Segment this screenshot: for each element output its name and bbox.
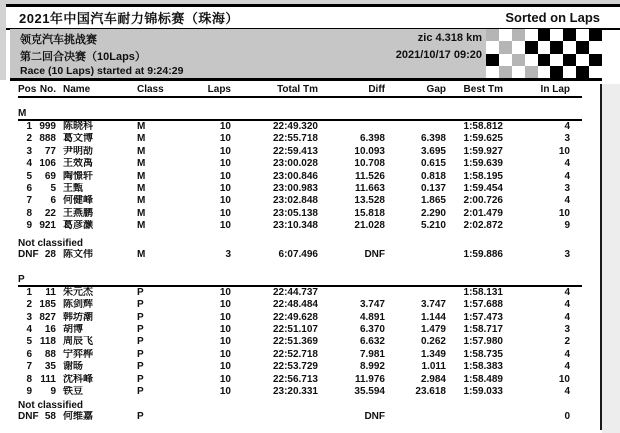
cell-best-tm: 1:58.717: [463, 324, 503, 336]
result-row: [18, 349, 582, 361]
cell-diff: 15.818: [354, 207, 385, 219]
cell-diff: 13.528: [354, 195, 385, 207]
column-header-class: Class: [137, 84, 164, 95]
cell-name: 胡博: [63, 324, 83, 336]
flag-cell: [576, 54, 589, 66]
cell-class: P: [137, 386, 144, 398]
cell-laps: 10: [219, 207, 231, 219]
cell-best-tm: 1:58.383: [463, 361, 503, 373]
cell-gap: 1.349: [420, 348, 446, 360]
result-row: [18, 158, 582, 170]
not-classified-label: Not classified: [18, 400, 84, 412]
cell-gap: 0.818: [420, 170, 446, 182]
flag-cell: [499, 54, 512, 66]
cell-no: 118: [39, 336, 56, 348]
cell-total-tm: 23:20.331: [272, 386, 318, 398]
flag-cell: [550, 41, 563, 53]
cell-total-tm: 23:05.138: [272, 207, 318, 219]
cell-diff: 8.992: [359, 361, 385, 373]
cell-pos: 7: [26, 361, 32, 373]
result-row: [18, 121, 582, 133]
cell-total-tm: 22:52.718: [272, 348, 318, 360]
cell-class: M: [137, 145, 146, 157]
cell-name: 陈剑辉: [63, 299, 93, 311]
cell-in-lap: 0: [564, 411, 570, 423]
cell-in-lap: 4: [564, 158, 570, 170]
cell-in-lap: 4: [564, 361, 570, 373]
cell-in-lap: 3: [564, 133, 570, 145]
cell-total-tm: 23:00.028: [272, 158, 318, 170]
not-classified-label: Not classified: [18, 237, 84, 249]
flag-cell: [538, 29, 551, 41]
cell-pos: 4: [26, 324, 32, 336]
cell-gap: 3.747: [420, 299, 446, 311]
cell-total-tm: 23:00.846: [272, 170, 318, 182]
cell-no: 58: [44, 411, 56, 423]
cell-diff: [318, 121, 385, 133]
cell-pos: 4: [26, 158, 32, 170]
cell-total-tm: 23:10.348: [272, 220, 318, 232]
column-header-gap: Gap: [426, 84, 446, 95]
result-row: [18, 133, 582, 145]
flag-cell: [512, 29, 525, 41]
cell-pos: 2: [26, 299, 32, 311]
flag-cell: [563, 66, 576, 78]
result-row: [18, 171, 582, 183]
cell-best-tm: 1:58.489: [463, 373, 503, 385]
cell-in-lap: 4: [564, 286, 570, 298]
cell-best-tm: 1:59.625: [463, 133, 503, 145]
cell-class: M: [137, 220, 146, 232]
cell-in-lap: 10: [558, 145, 570, 157]
session-info-band: [10, 29, 602, 81]
cell-no: 6: [50, 195, 56, 207]
column-header-diff: Diff: [368, 84, 385, 95]
result-row: [18, 299, 582, 311]
cell-class: P: [137, 299, 144, 311]
cell-pos: 3: [26, 311, 32, 323]
cell-in-lap: 2: [564, 336, 570, 348]
cell-no: 827: [39, 311, 56, 323]
cell-name: 王效禹: [63, 158, 93, 170]
cell-no: 185: [39, 299, 56, 311]
cell-laps: 10: [219, 220, 231, 232]
cell-best-tm: 1:59.927: [463, 145, 503, 157]
flag-cell: [525, 29, 538, 41]
cell-laps: 10: [219, 286, 231, 298]
cell-laps: 10: [219, 311, 231, 323]
cell-diff: 10.093: [354, 145, 385, 157]
event-name: 领克汽车挑战赛: [20, 34, 97, 46]
cell-name: 陶憬轩: [63, 170, 93, 182]
cell-best-tm: 2:01.479: [463, 207, 503, 219]
cell-laps: 3: [225, 248, 231, 260]
flag-cell: [486, 54, 499, 66]
cell-no: 888: [39, 133, 56, 145]
cell-laps: 10: [219, 386, 231, 398]
cell-in-lap: 3: [564, 324, 570, 336]
cell-laps: [170, 411, 231, 423]
cell-no: 111: [40, 373, 56, 385]
cell-gap: 1.011: [421, 361, 446, 373]
cell-gap: 0.615: [420, 158, 446, 170]
cell-laps: 10: [219, 170, 231, 182]
cell-in-lap: 4: [564, 348, 570, 360]
cell-no: 16: [44, 324, 56, 336]
cell-gap: 1.144: [420, 311, 446, 323]
cell-gap: [385, 249, 446, 261]
cell-diff: 6.370: [359, 324, 385, 336]
cell-best-tm: 1:57.980: [463, 336, 503, 348]
cell-no: 921: [39, 220, 56, 232]
cell-best-tm: 2:00.726: [463, 195, 503, 207]
cell-no: 88: [44, 348, 56, 360]
cell-class: P: [137, 411, 144, 423]
flag-cell: [512, 66, 525, 78]
cell-total-tm: 22:44.737: [272, 286, 318, 298]
cell-laps: 10: [219, 182, 231, 194]
cell-laps: 10: [219, 361, 231, 373]
cell-total-tm: 22:55.718: [272, 133, 318, 145]
cell-best-tm: 1:57.688: [463, 299, 503, 311]
cell-pos: 6: [26, 348, 32, 360]
class-group-label: M: [18, 108, 582, 121]
cell-class: P: [137, 311, 144, 323]
cell-total-tm: 22:48.484: [272, 299, 318, 311]
cell-pos: 3: [26, 145, 32, 157]
result-row: [18, 208, 582, 220]
cell-in-lap: 3: [564, 182, 570, 194]
cell-total-tm: 22:53.729: [272, 361, 318, 373]
cell-laps: 10: [219, 299, 231, 311]
column-header-no: No.: [39, 84, 56, 95]
flag-cell: [486, 29, 499, 41]
cell-class: M: [137, 133, 146, 145]
cell-best-tm: 1:59.033: [463, 386, 503, 398]
cell-total-tm: 23:00.983: [272, 182, 318, 194]
cell-class: P: [137, 286, 144, 298]
cell-no: 9: [50, 386, 56, 398]
cell-class: M: [137, 248, 146, 260]
cell-laps: 10: [219, 348, 231, 360]
column-header-best-tm: Best Tm: [463, 84, 503, 95]
flag-cell: [525, 66, 538, 78]
cell-name: 何维嘉: [63, 411, 93, 423]
cell-total-tm: 6:07.496: [278, 248, 318, 260]
cell-no: 69: [44, 170, 56, 182]
cell-gap: 1.479: [420, 324, 446, 336]
cell-diff: 7.981: [359, 348, 385, 360]
result-row: [18, 324, 582, 336]
cell-best-tm: 1:59.886: [463, 248, 503, 260]
track-length: zic 4.318 km: [417, 32, 482, 44]
table-header-row: [18, 84, 582, 98]
flag-cell: [576, 66, 589, 78]
result-row: [18, 386, 582, 398]
cell-diff: 11.663: [354, 182, 385, 194]
race-start-info: Race (10 Laps) started at 9:24:29: [20, 65, 184, 77]
cell-in-lap: 4: [564, 195, 570, 207]
flag-cell: [589, 29, 602, 41]
cell-pos: DNF: [18, 248, 39, 260]
flag-cell: [499, 29, 512, 41]
cell-laps: 10: [219, 324, 231, 336]
flag-cell: [486, 66, 499, 78]
cell-name: 尹明劼: [63, 145, 93, 157]
page-title: 2021年中国汽车耐力锦标赛（珠海）: [19, 11, 239, 26]
cell-pos: 2: [26, 133, 32, 145]
cell-gap: 0.262: [420, 336, 446, 348]
column-header-laps: Laps: [207, 84, 231, 95]
cell-name: 葛文博: [63, 133, 93, 145]
cell-in-lap: 4: [564, 170, 570, 182]
result-row: [18, 183, 582, 195]
cell-name: 朱元杰: [63, 286, 93, 298]
cell-class: M: [137, 207, 146, 219]
cell-pos: 8: [26, 373, 32, 385]
cell-name: 陈晓科: [63, 121, 93, 132]
class-group-label: P: [18, 274, 582, 287]
column-header-pos: Pos: [18, 84, 37, 95]
cell-name: 谢旸: [63, 361, 83, 373]
cell-no: 999: [39, 121, 56, 132]
cell-class: P: [137, 348, 144, 360]
cell-gap: 6.398: [420, 133, 446, 145]
cell-total-tm: 22:56.713: [272, 373, 318, 385]
flag-cell: [563, 54, 576, 66]
column-header-name: Name: [63, 84, 91, 95]
flag-cell: [538, 66, 551, 78]
cell-gap: 0.137: [420, 182, 446, 194]
cell-laps: 10: [219, 133, 231, 145]
cell-total-tm: 22:49.628: [272, 311, 318, 323]
cell-pos: 9: [26, 386, 32, 398]
flag-cell: [512, 41, 525, 53]
cell-no: 35: [44, 361, 56, 373]
cell-name: 周辰飞: [63, 336, 93, 348]
cell-gap: 5.210: [420, 220, 446, 232]
cell-laps: 10: [219, 145, 231, 157]
cell-gap: 3.695: [420, 145, 446, 157]
result-row: [18, 146, 582, 158]
result-row: [18, 374, 582, 386]
cell-pos: 7: [26, 195, 32, 207]
flag-cell: [486, 41, 499, 53]
cell-gap: [385, 287, 446, 299]
cell-total-tm: 22:51.369: [272, 336, 318, 348]
cell-laps: 10: [219, 121, 231, 132]
cell-name: 陈文伟: [63, 248, 93, 260]
cell-total-tm: 22:51.107: [272, 324, 318, 336]
result-row: [18, 336, 582, 348]
not-classified-row: [18, 249, 582, 261]
cell-diff: DNF: [364, 248, 385, 260]
cell-no: 22: [44, 207, 56, 219]
result-row: [18, 220, 582, 232]
cell-no: 28: [44, 248, 56, 260]
flag-cell: [538, 41, 551, 53]
cell-class: P: [137, 336, 144, 348]
cell-in-lap: 10: [558, 373, 570, 385]
flag-cell: [563, 41, 576, 53]
cell-pos: 1: [26, 286, 32, 298]
cell-in-lap: 4: [564, 299, 570, 311]
cell-class: M: [137, 195, 146, 207]
cell-diff: 4.891: [359, 311, 385, 323]
result-row: [18, 195, 582, 207]
cell-name: 何健峰: [63, 195, 93, 207]
cell-class: M: [137, 121, 146, 132]
cell-gap: [385, 411, 446, 423]
page-right-border: [600, 84, 602, 430]
cell-diff: 35.594: [354, 386, 385, 398]
cell-diff: 10.708: [354, 158, 385, 170]
cell-class: P: [137, 373, 144, 385]
result-row: [18, 361, 582, 373]
flag-cell: [589, 54, 602, 66]
cell-diff: 6.398: [359, 133, 385, 145]
cell-laps: 10: [219, 158, 231, 170]
flag-cell: [576, 41, 589, 53]
column-header-total-tm: Total Tm: [277, 84, 318, 95]
flag-cell: [525, 41, 538, 53]
results-table: [18, 84, 582, 424]
cell-best-tm: 1:59.454: [463, 182, 503, 194]
cell-no: 5: [50, 182, 56, 194]
column-header-in-lap: In Lap: [540, 84, 570, 95]
cell-pos: 6: [26, 182, 32, 194]
cell-in-lap: 9: [564, 220, 570, 232]
cell-name: 宁弈桦: [63, 348, 93, 360]
result-row: [18, 312, 582, 324]
flag-cell: [550, 54, 563, 66]
flag-cell: [589, 66, 602, 78]
cell-pos: DNF: [18, 411, 39, 423]
cell-in-lap: 4: [564, 311, 570, 323]
cell-best-tm: 1:58.195: [463, 170, 503, 182]
cell-no: 106: [39, 158, 56, 170]
flag-cell: [538, 54, 551, 66]
cell-best-tm: 1:59.639: [463, 158, 503, 170]
cell-no: 77: [44, 145, 56, 157]
cell-pos: 5: [26, 336, 32, 348]
cell-best-tm: 1:58.735: [463, 348, 503, 360]
cell-gap: 23.618: [415, 386, 446, 398]
cell-gap: 2.290: [420, 207, 446, 219]
cell-diff: 3.747: [359, 299, 385, 311]
spacer: [18, 261, 582, 274]
flag-cell: [512, 54, 525, 66]
cell-class: M: [137, 170, 146, 182]
cell-best-tm: 1:57.473: [463, 311, 503, 323]
cell-class: M: [137, 182, 146, 194]
session-name: 第二回合决赛（10Laps）: [20, 51, 146, 63]
cell-best-tm: 1:58.812: [463, 121, 503, 132]
cell-class: M: [137, 158, 146, 170]
cell-pos: 1: [26, 121, 32, 132]
result-row: [18, 287, 582, 299]
cell-name: 王燕鹏: [63, 207, 93, 219]
cell-gap: 1.865: [420, 195, 446, 207]
cell-pos: 9: [26, 220, 32, 232]
outer-margin-right: [602, 84, 620, 433]
session-datetime: 2021/10/17 09:20: [395, 49, 482, 61]
flag-cell: [499, 41, 512, 53]
cell-name: 葛彦灏: [63, 220, 93, 232]
cell-best-tm: 2:02.872: [463, 220, 503, 232]
cell-in-lap: 3: [564, 248, 570, 260]
cell-diff: 21.028: [354, 220, 385, 232]
cell-total-tm: 23:02.848: [272, 195, 318, 207]
sorted-on-label: Sorted on Laps: [505, 10, 600, 25]
cell-best-tm: 1:58.131: [463, 286, 503, 298]
cell-class: P: [137, 324, 144, 336]
cell-total-tm: 22:59.413: [272, 145, 318, 157]
cell-diff: DNF: [364, 411, 385, 423]
cell-name: 王甄: [63, 182, 83, 194]
cell-gap: 2.984: [420, 373, 446, 385]
flag-cell: [576, 29, 589, 41]
cell-diff: 11.526: [354, 170, 385, 182]
cell-total-tm: [231, 411, 318, 423]
flag-cell: [499, 66, 512, 78]
flag-cell: [550, 66, 563, 78]
cell-in-lap: 4: [564, 386, 570, 398]
cell-pos: 8: [26, 207, 32, 219]
cell-laps: 10: [219, 195, 231, 207]
cell-laps: 10: [219, 373, 231, 385]
spacer: [18, 98, 582, 108]
cell-name: 韩坊潮: [63, 311, 93, 323]
flag-cell: [550, 29, 563, 41]
cell-diff: 11.976: [354, 373, 385, 385]
cell-name: 沈科峰: [63, 373, 93, 385]
cell-best-tm: [446, 411, 503, 423]
cell-in-lap: 4: [564, 121, 570, 132]
cell-name: 铁豆: [63, 386, 83, 398]
cell-in-lap: 10: [558, 207, 570, 219]
flag-cell: [525, 54, 538, 66]
flag-cell: [563, 29, 576, 41]
title-bar: [6, 4, 620, 30]
cell-laps: 10: [219, 336, 231, 348]
cell-total-tm: 22:49.320: [272, 121, 318, 132]
cell-class: P: [137, 361, 144, 373]
not-classified-row: [18, 411, 582, 423]
cell-no: 11: [45, 286, 56, 298]
cell-pos: 5: [26, 170, 32, 182]
checkered-flag-icon: [486, 29, 602, 78]
flag-cell: [589, 41, 602, 53]
cell-gap: [385, 121, 446, 133]
cell-diff: 6.632: [359, 336, 385, 348]
cell-diff: [318, 287, 385, 299]
